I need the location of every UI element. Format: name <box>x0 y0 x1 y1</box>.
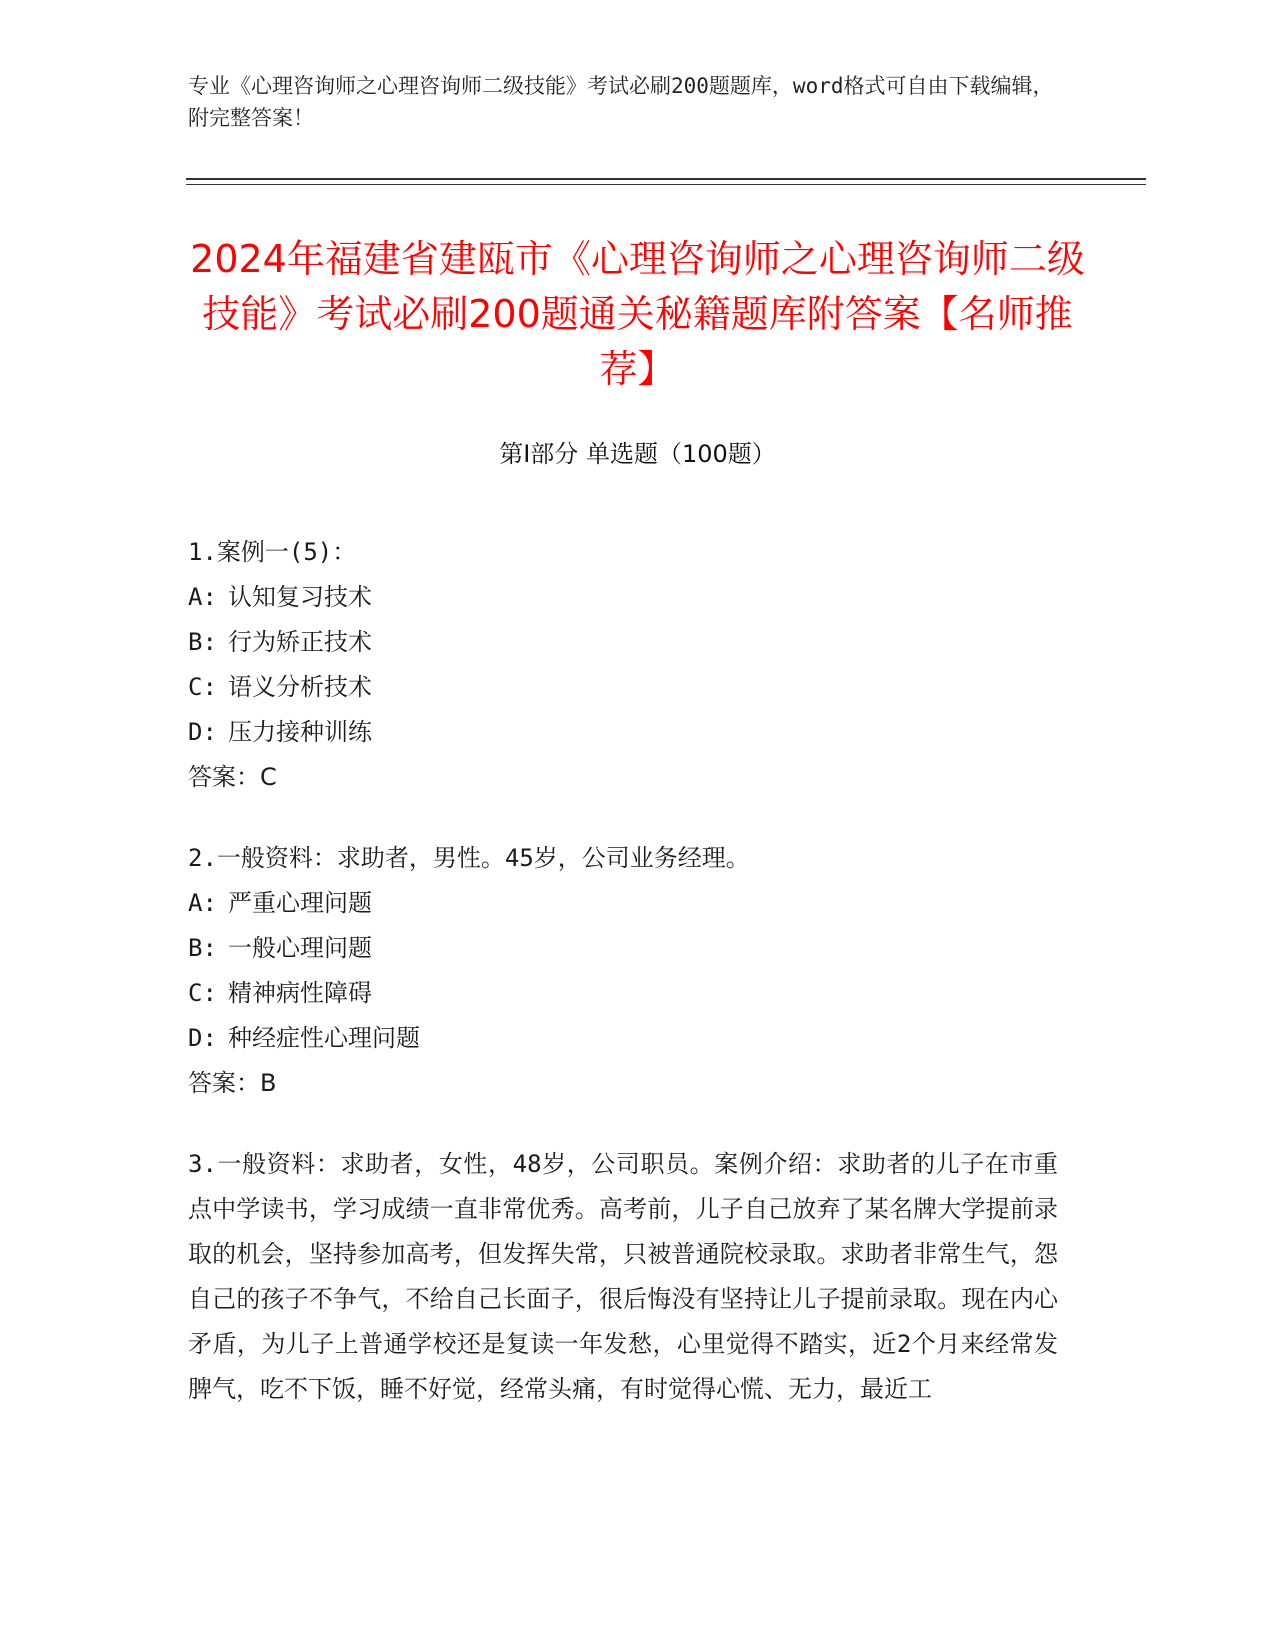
header-note: 专业《心理咨询师之心理咨询师二级技能》考试必刷200题题库，word格式可自由下载编辑，附完整答案！ <box>188 74 1054 130</box>
option-c <box>188 971 1058 1016</box>
question-stem: 1.案例一(5)： <box>188 538 357 566</box>
option-letter: C: <box>188 673 217 701</box>
question-2 <box>188 836 1058 1106</box>
option-text: 压力接种训练 <box>228 718 372 746</box>
option-letter: B: <box>188 628 217 656</box>
option-text: 语义分析技术 <box>228 673 372 701</box>
answer-line: 答案：C <box>188 763 277 791</box>
header-rule-thick <box>186 178 1146 180</box>
option-b <box>188 926 1058 971</box>
question-3 <box>188 1142 1058 1412</box>
option-text: 一般心理问题 <box>228 934 372 962</box>
option-letter: A: <box>188 889 217 917</box>
section-heading: 第Ⅰ部分 单选题（100题） <box>499 440 776 468</box>
option-text: 认知复习技术 <box>228 583 372 611</box>
header-rule-thin <box>186 184 1146 185</box>
option-d <box>188 710 1058 755</box>
option-a <box>188 575 1058 620</box>
option-b <box>188 620 1058 665</box>
option-c <box>188 665 1058 710</box>
question-stem: 2.一般资料：求助者，男性。45岁，公司业务经理。 <box>188 844 750 872</box>
option-text: 种经症性心理问题 <box>228 1024 420 1052</box>
option-letter: A: <box>188 583 217 611</box>
option-letter: D: <box>188 718 217 746</box>
option-letter: D: <box>188 1024 217 1052</box>
answer-line: 答案：B <box>188 1069 277 1097</box>
option-d <box>188 1016 1058 1061</box>
option-letter: B: <box>188 934 217 962</box>
option-text: 行为矫正技术 <box>228 628 372 656</box>
question-1 <box>188 530 1058 800</box>
question-stem: 3.一般资料：求助者，女性，48岁，公司职员。案例介绍：求助者的儿子在市重点中学读书，学习成绩一直非常优秀。高考前，儿子自己放弃了某名牌大学提前录取的机会，坚持参加高考，但发挥失常，只被普通院校录取。求助者非常生气，怨自己的孩子不争气，不给自己长面子，很后悔没有坚持让儿子提前录取。现在内心矛盾，为儿子上普通学校还是复读一年发愁，心里觉得不踏实，近2个月来经常发脾气，吃不下饭，睡不好觉，经常头痛，有时觉得心慌、无力，最近工 <box>188 1150 1058 1403</box>
document-title: 2024年福建省建瓯市《心理咨询师之心理咨询师二级技能》考试必刷200题通关秘籍题库附答案【名师推荐】 <box>190 237 1085 391</box>
option-text: 精神病性障碍 <box>228 979 372 1007</box>
option-text: 严重心理问题 <box>228 889 372 917</box>
question-list <box>188 530 1058 1448</box>
option-a <box>188 881 1058 926</box>
option-letter: C: <box>188 979 217 1007</box>
